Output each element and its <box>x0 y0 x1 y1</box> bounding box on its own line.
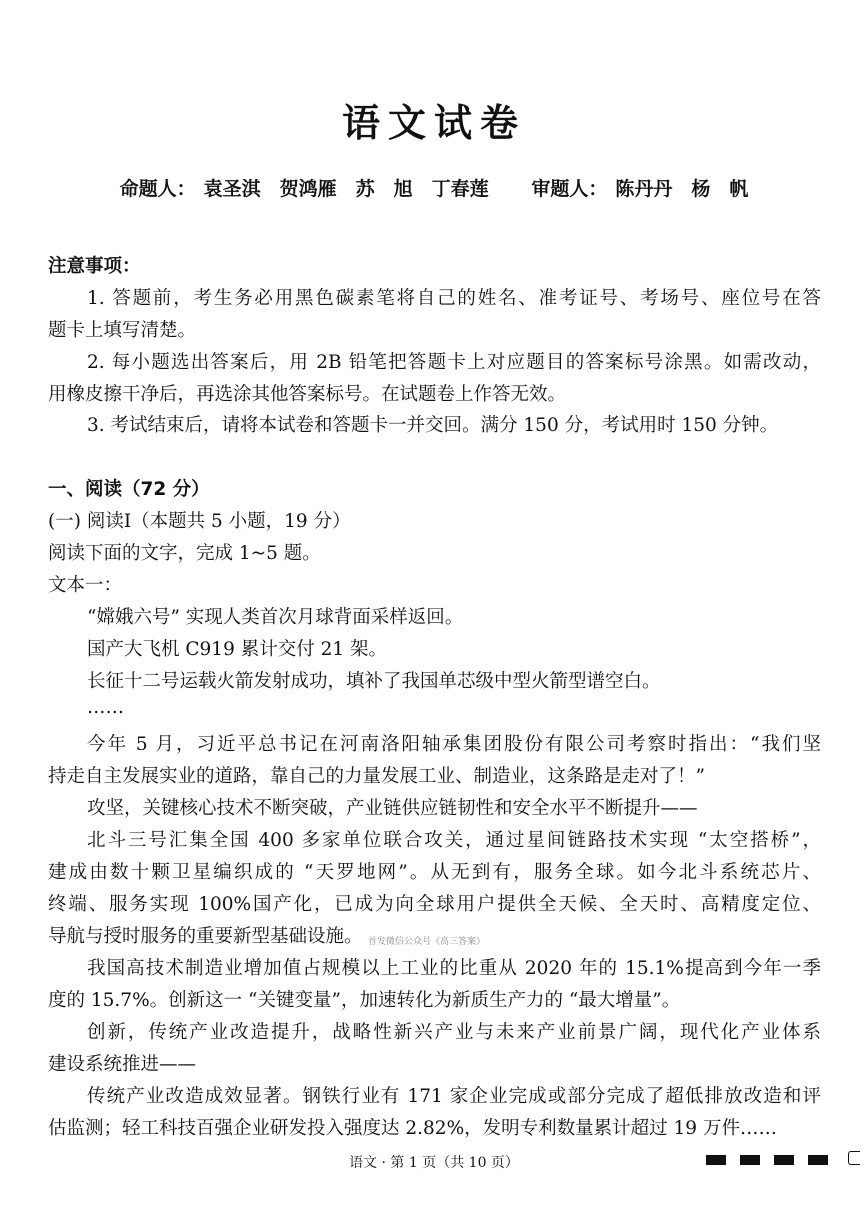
passage-line: 攻坚，关键核心技术不断突破，产业链供应链韧性和安全水平不断提升—— <box>87 798 698 819</box>
passage-line: 传统产业改造成效显著。钢铁行业有 171 家企业完成或部分完成了超低排放改造和评 <box>87 1086 821 1107</box>
passage-line: 导航与授时服务的重要新型基础设施。 <box>48 926 363 947</box>
passage-line: 建设系统推进—— <box>48 1054 197 1075</box>
section-subheading: (一) 阅读Ⅰ（本题共 5 小题，19 分） <box>48 511 351 532</box>
reviewers-names: 陈丹丹 杨 帆 <box>615 178 749 200</box>
author-line <box>0 174 868 201</box>
passage-line: 北斗三号汇集全国 400 多家单位联合攻关，通过星间链路技术实现 “太空搭桥”， <box>87 830 821 851</box>
passage-line: 国产大飞机 C919 累计交付 21 架。 <box>87 639 388 660</box>
passage-line: 长征十二号运载火箭发射成功，填补了我国单芯级中型火箭型谱空白。 <box>87 671 661 692</box>
scan-mark <box>774 1155 794 1165</box>
passage-line: “嫦娥六号” 实现人类首次月球背面采样返回。 <box>87 607 464 628</box>
watermark: 首发微信公众号《高三答案》 <box>368 937 486 947</box>
section-heading: 一、阅读（72 分） <box>48 479 210 500</box>
exam-title: 语文试卷 <box>341 101 526 145</box>
passage-line: 估监测；轻工科技百强企业研发投入强度达 2.82%，发明专利数量累计超过 19 万件…… <box>48 1118 777 1139</box>
notice-line: 1. 答题前，考生务必用黑色碳素笔将自己的姓名、准考证号、考场号、座位号在答 <box>87 288 821 309</box>
section-instruction: 阅读下面的文字，完成 1~5 题。 <box>48 543 321 564</box>
notice-line: 3. 考试结束后，请将本试卷和答题卡一并交回。满分 150 分，考试用时 150 分钟。 <box>87 415 779 436</box>
passage-line: …… <box>87 697 124 718</box>
notice-line: 用橡皮擦干净后，再选涂其他答案标号。在试题卷上作答无效。 <box>48 384 567 405</box>
text-label: 文本一： <box>48 575 123 596</box>
passage-line: 终端、服务实现 100%国产化，已成为向全球用户提供全天候、全天时、高精度定位、 <box>48 894 821 915</box>
scan-mark <box>740 1155 760 1165</box>
passage-line: 建成由数十颗卫星编织成的 “天罗地网”。从无到有，服务全球。如今北斗系统芯片、 <box>48 862 821 883</box>
notice-line: 题卡上填写清楚。 <box>48 320 197 341</box>
page-footer: 语文 · 第 1 页（共 10 页） <box>349 1155 519 1171</box>
passage-line: 度的 15.7%。创新这一 “关键变量”，加速转化为新质生产力的 “最大增量”。 <box>48 990 681 1011</box>
reviewers-label: 审题人： <box>531 178 608 200</box>
passage-line: 我国高技术制造业增加值占规模以上工业的比重从 2020 年的 15.1%提高到今年一季 <box>87 958 821 979</box>
scan-mark-outline <box>848 1151 860 1165</box>
setters-names: 袁圣淇 贺鸿雁 苏 旭 丁春莲 <box>203 178 489 200</box>
scan-mark <box>808 1155 828 1165</box>
notice-heading: 注意事项： <box>48 256 141 277</box>
setters-label: 命题人： <box>119 178 196 200</box>
notice-line: 2. 每小题选出答案后，用 2B 铅笔把答题卡上对应题目的答案标号涂黑。如需改动， <box>87 352 821 373</box>
passage-line: 持走自主发展实业的道路，靠自己的力量发展工业、制造业，这条路是走对了！” <box>48 766 705 787</box>
passage-line: 今年 5 月，习近平总书记在河南洛阳轴承集团股份有限公司考察时指出：“我们坚 <box>87 734 821 755</box>
scan-mark <box>706 1155 726 1165</box>
passage-line: 创新，传统产业改造提升，战略性新兴产业与未来产业前景广阔，现代化产业体系 <box>87 1022 821 1043</box>
